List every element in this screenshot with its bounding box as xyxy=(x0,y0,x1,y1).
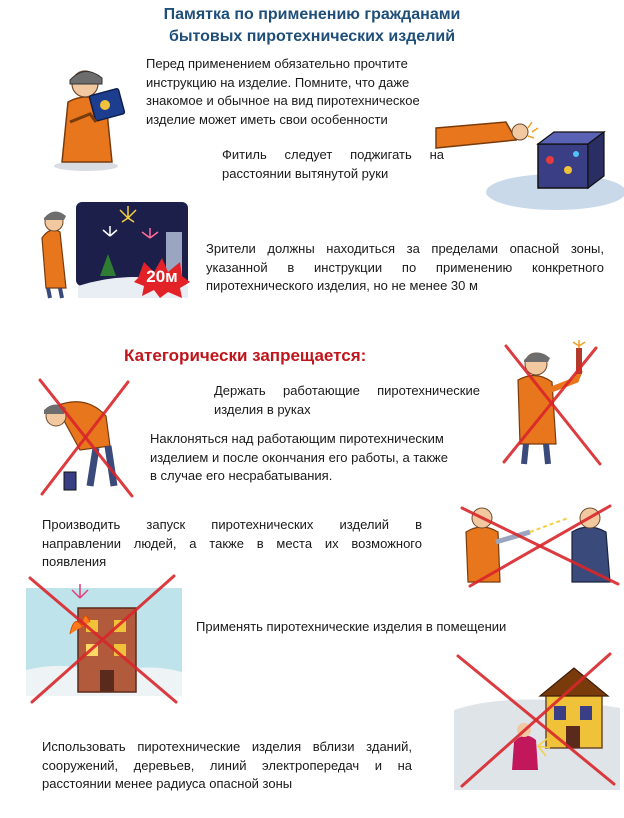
lean-text xyxy=(150,430,472,486)
man-reading-illustration xyxy=(40,62,135,172)
lean-text-line-1: Наклоняться над работающим пиротехническим xyxy=(150,431,444,446)
distance-badge-label: 20м xyxy=(146,267,178,286)
near-text xyxy=(42,738,412,794)
near-text-line-3: расстоянии менее радиуса опасной зоны xyxy=(42,776,293,791)
near-text-line-2: сооружений, деревьев, линий электропередач и на xyxy=(42,757,412,773)
hold-text xyxy=(214,382,480,419)
page-title-line-1: Памятка по применению гражданами xyxy=(163,6,461,23)
spectators-text-line-3: пиротехнического изделия, но не менее 30 м xyxy=(206,278,478,293)
lean-text-line-2: изделием и после окончания его работы, а также xyxy=(150,449,448,465)
near-text-line-1: Использовать пиротехнические изделия вблизи зданий, xyxy=(42,739,412,754)
leaning-over-illustration xyxy=(36,376,136,500)
page-title xyxy=(0,4,624,48)
lighting-fuse-illustration xyxy=(436,110,624,212)
spectators-text-line-2: указанной в инструкции по применению конкретного xyxy=(206,259,604,275)
fuse-text-line-1: Фитиль следует поджигать на xyxy=(222,147,444,162)
hold-text-line-2: изделия в руках xyxy=(214,401,311,417)
instructions-text: Перед применением обязательно прочтите инструкцию на изделие. Помните, что даже знакомое и обычное на вид пиротехническое изделие может иметь свои особенности xyxy=(146,56,420,127)
lean-text-line-3: в случае его несрабатывания. xyxy=(150,468,333,483)
people-text xyxy=(42,516,422,572)
holding-firework-illustration xyxy=(500,340,602,468)
people-text-line-2: направлении людей, а также в места их возможного xyxy=(42,535,422,551)
spectators-text-line-1: Зрители должны находиться за пределами опасной зоны, xyxy=(206,241,604,256)
hold-text-line-1: Держать работающие пиротехнические xyxy=(214,383,480,398)
people-text-line-3: появления xyxy=(42,554,107,569)
spectators-text xyxy=(206,240,604,296)
page-title-line-2: бытовых пиротехнических изделий xyxy=(168,28,456,45)
indoor-use-illustration xyxy=(26,574,184,706)
people-text-line-1: Производить запуск пиротехнических изделий в xyxy=(42,517,422,532)
near-buildings-illustration xyxy=(454,650,620,790)
prohibited-heading: Категорически запрещается: xyxy=(124,346,367,365)
fuse-text xyxy=(222,146,444,183)
fuse-text-line-2: расстоянии вытянутой руки xyxy=(222,165,389,181)
firing-at-people-illustration xyxy=(460,502,620,588)
indoors-text: Применять пиротехнические изделия в помещении xyxy=(196,619,507,634)
distance-badge xyxy=(134,258,190,298)
